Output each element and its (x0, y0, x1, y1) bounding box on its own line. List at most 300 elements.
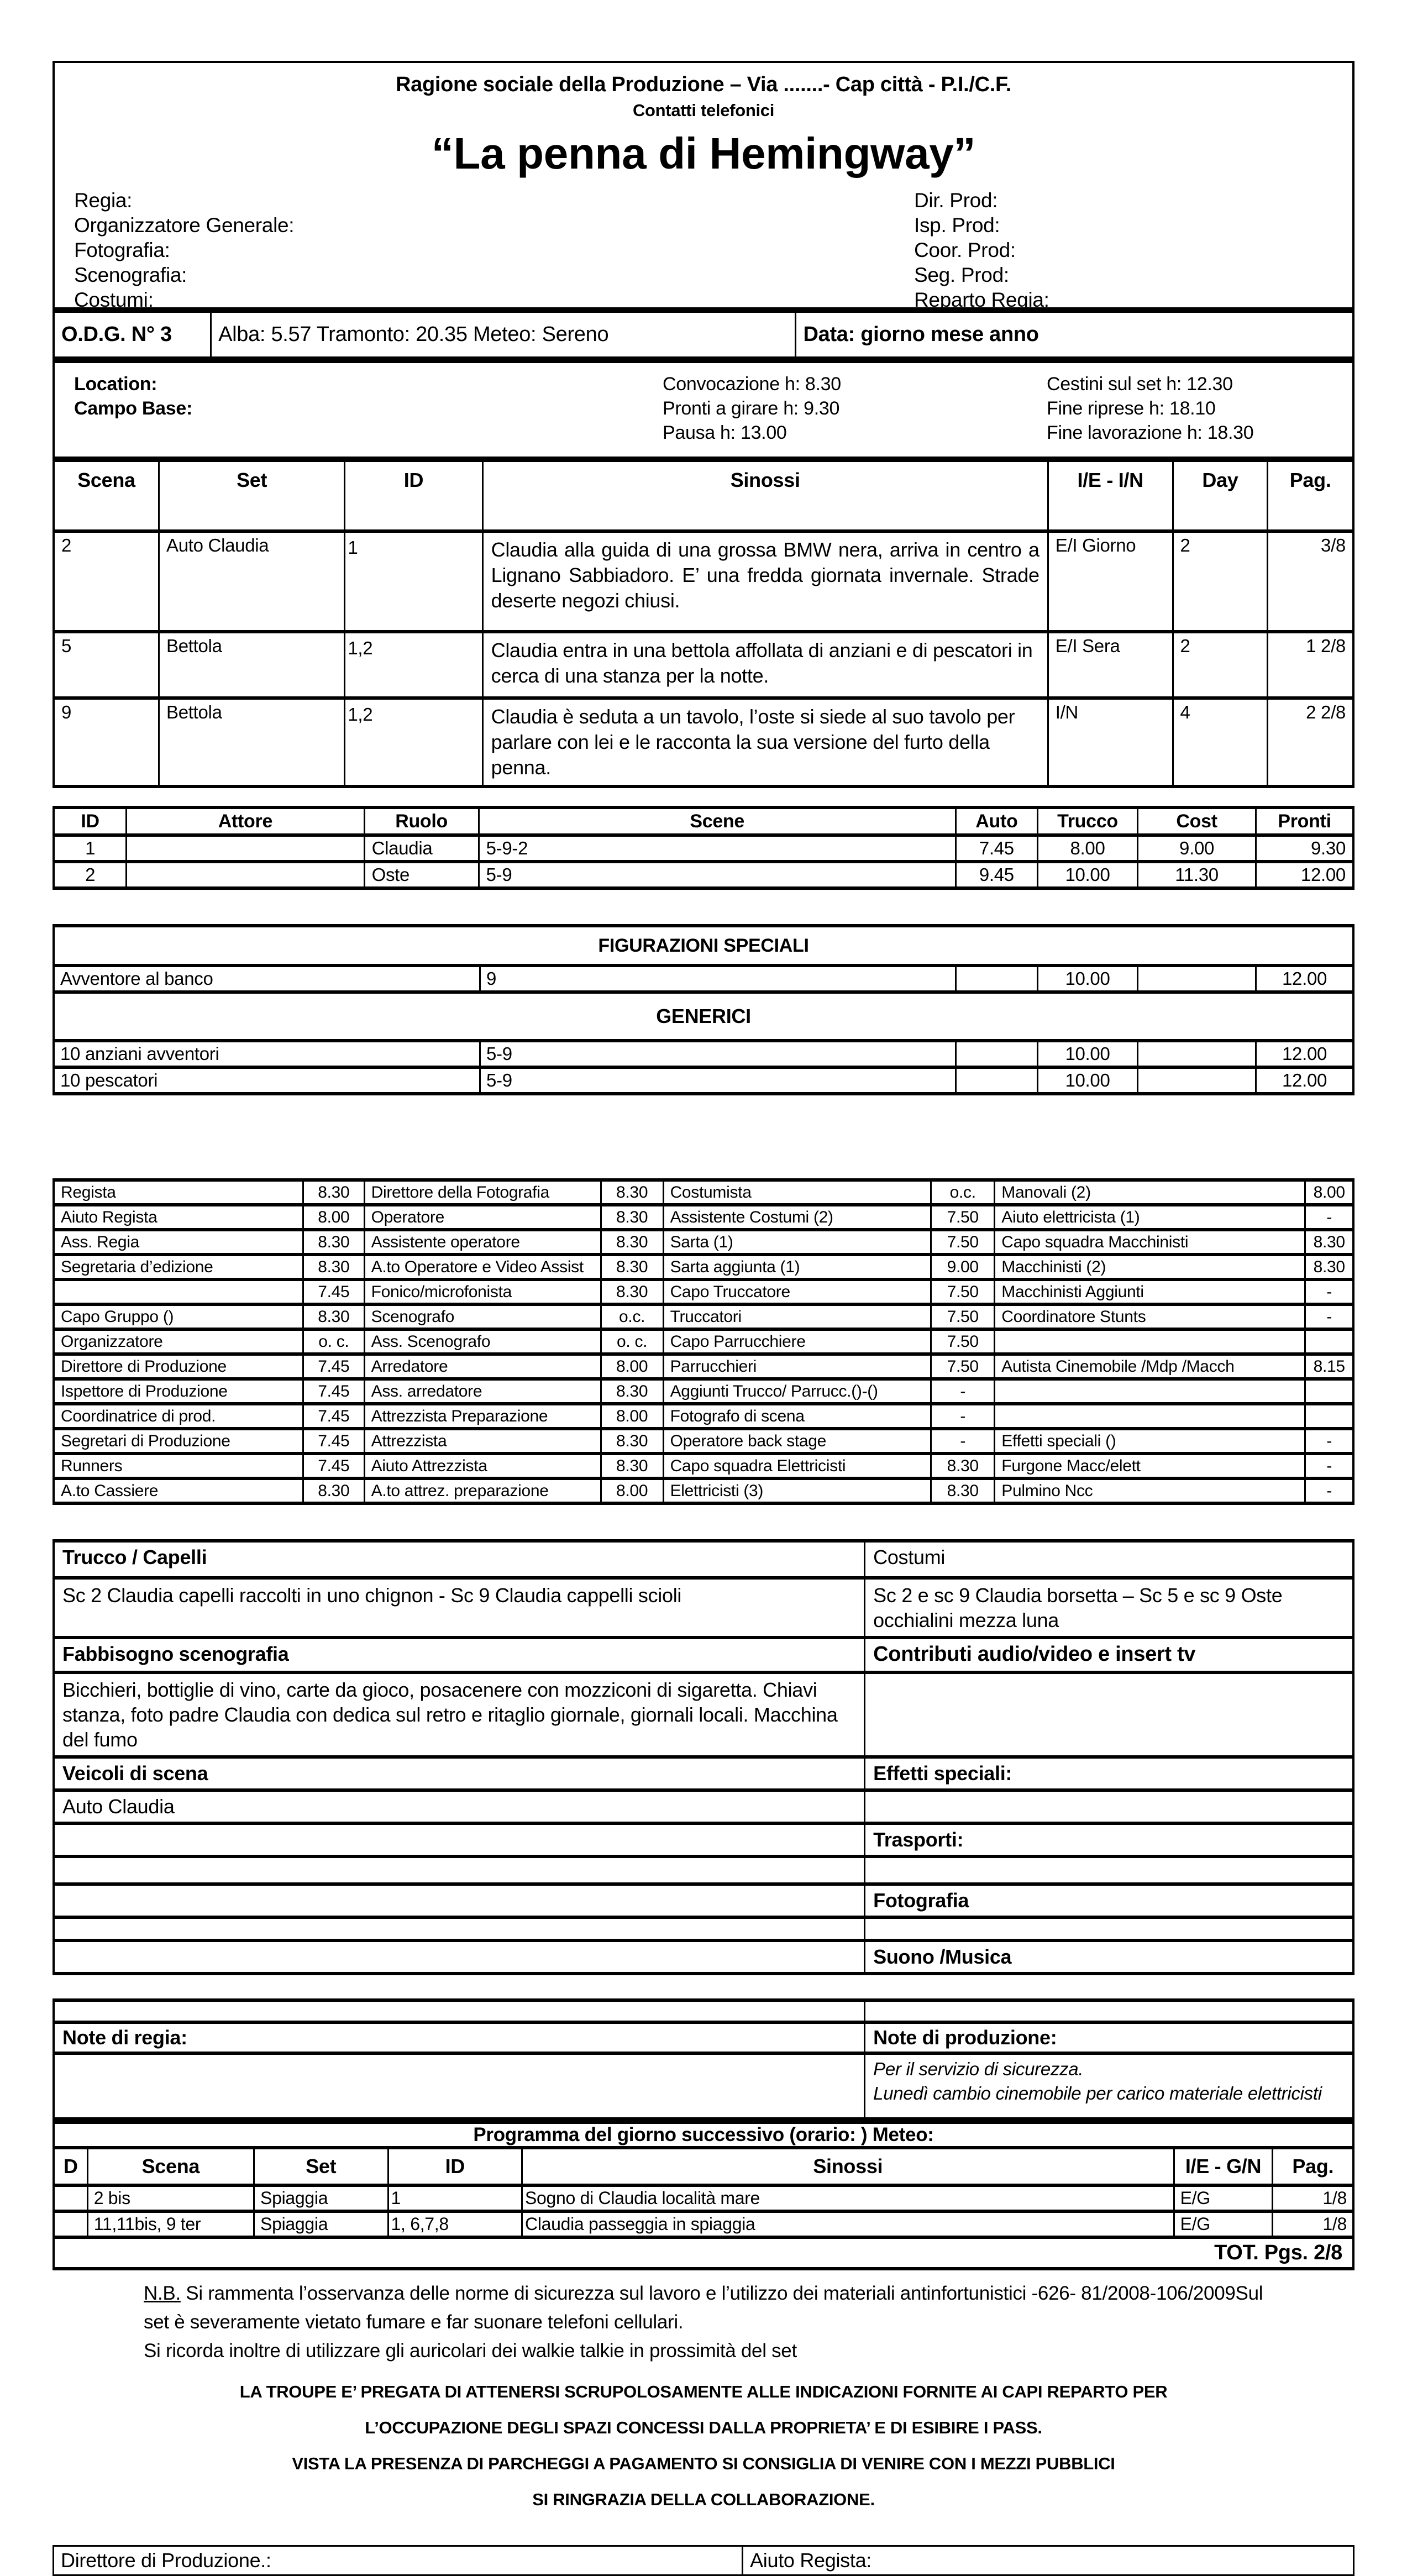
crew-role: A.to attrez. preparazione (364, 1478, 601, 1503)
odg-number: O.D.G. N° 3 (54, 311, 211, 358)
crew-time: 7.45 (303, 1354, 365, 1379)
extra-cost-time (1138, 1041, 1256, 1067)
col-header-scena: Scena (87, 2148, 254, 2185)
effetti-notes (865, 1790, 1353, 1823)
figurazione-row (54, 966, 1353, 992)
crew-role: Operatore back stage (663, 1429, 931, 1454)
credits-right (914, 188, 1049, 312)
troupe-line: VISTA LA PRESENZA DI PARCHEGGI A PAGAMENTO SI CONSIGLIA DI VENIRE CON I MEZZI PUBBLICI (292, 2454, 1115, 2473)
crew-time: 7.45 (303, 1379, 365, 1404)
crew-role: Scenografo (364, 1304, 601, 1329)
nb-line-walkie: Si ricorda inoltre di utilizzare gli auricolari dei walkie talkie in prossimità del set (144, 2340, 797, 2362)
next-day-title: Programma del giorno successivo (orario: ) Meteo: (54, 2122, 1353, 2148)
cast-trucco-time: 10.00 (1037, 862, 1137, 888)
crew-time: 8.00 (601, 1354, 663, 1379)
crew-role: Regista (54, 1180, 303, 1205)
crew-time: 8.30 (303, 1255, 365, 1279)
crew-time: 7.50 (931, 1329, 995, 1354)
crew-row (54, 1454, 1353, 1478)
crew-time: 8.15 (1305, 1354, 1353, 1379)
col-header-trucco: Trucco (1037, 807, 1137, 835)
crew-role: Arredatore (364, 1354, 601, 1379)
empty-cell (54, 1917, 865, 1940)
id-cell: 1,2 (345, 698, 482, 786)
scene-table (53, 459, 1355, 788)
ie-cell: E/I Sera (1048, 632, 1173, 698)
extra-pronti-time: 12.00 (1256, 966, 1353, 992)
crew-time: 8.00 (601, 1478, 663, 1503)
crew-time: 7.50 (931, 1230, 995, 1255)
id-cell: 1,2 (345, 632, 482, 698)
produzione-note-line: Lunedì cambio cinemobile per carico materiale elettricisti (873, 2083, 1322, 2103)
credit-label-costumi: Costumi: (74, 288, 154, 311)
crew-role: Capo Truccatore (663, 1279, 931, 1304)
troupe-line: L’OCCUPAZIONE DEGLI SPAZI CONCESSI DALLA PROPRIETA’ E DI ESIBIRE I PASS. (365, 2418, 1042, 2437)
d-cell (54, 2185, 87, 2211)
figurazioni-title: FIGURAZIONI SPECIALI (54, 926, 1353, 966)
cast-pronti-time: 12.00 (1256, 862, 1353, 888)
crew-time: o. c. (601, 1329, 663, 1354)
veicoli-di-scena-header: Veicoli di scena (54, 1757, 865, 1790)
col-header-attore: Attore (127, 807, 364, 835)
ie-cell: E/G (1174, 2211, 1273, 2237)
crew-time: o.c. (931, 1180, 995, 1205)
dept-row (54, 1917, 1353, 1940)
crew-role: Truccatori (663, 1304, 931, 1329)
id-cell: 1 (388, 2185, 522, 2211)
troupe-line: SI RINGRAZIA DELLA COLLABORAZIONE. (532, 2490, 875, 2509)
crew-role: Effetti speciali () (995, 1429, 1305, 1454)
credit-label-seg-prod: Seg. Prod: (914, 264, 1009, 286)
cast-trucco-time: 8.00 (1037, 835, 1137, 862)
set-cell: Spiaggia (254, 2211, 388, 2237)
crew-time: 8.30 (303, 1478, 365, 1503)
crew-role: Macchinisti (2) (995, 1255, 1305, 1279)
convocazione-time: Convocazione h: 8.30 (663, 374, 841, 395)
contacts-line: Contatti telefonici (632, 101, 775, 120)
crew-row (54, 1478, 1353, 1503)
empty-cell (54, 2000, 865, 2022)
credit-label-scenografia: Scenografia: (74, 264, 187, 286)
crew-time: - (1305, 1478, 1353, 1503)
ie-cell: E/G (1174, 2185, 1273, 2211)
crew-time: 8.30 (601, 1230, 663, 1255)
day-cell: 2 (1173, 531, 1268, 632)
credits-left (74, 188, 294, 312)
col-header-pag: Pag. (1268, 460, 1353, 531)
nb-paragraph (144, 2279, 1288, 2337)
dept-row (54, 1940, 1353, 1974)
generico-row (54, 1041, 1353, 1067)
notes-empty-row (54, 2000, 1353, 2022)
scene-row (54, 632, 1353, 698)
crew-row (54, 1279, 1353, 1304)
crew-role: Fonico/microfonista (364, 1279, 601, 1304)
figurazioni-title-row (54, 926, 1353, 966)
extra-auto-time (956, 966, 1037, 992)
ie-cell: I/N (1048, 698, 1173, 786)
crew-time: 8.00 (601, 1404, 663, 1429)
col-header-pag: Pag. (1273, 2148, 1353, 2185)
sinossi-cell: Claudia è seduta a un tavolo, l’oste si siede al suo tavolo per parlare con lei e le racconta la sua versione del furto della penna. (482, 698, 1048, 786)
crew-time: - (1305, 1279, 1353, 1304)
crew-role: Coordinatrice di prod. (54, 1404, 303, 1429)
pausa-time: Pausa h: 13.00 (663, 422, 787, 443)
crew-role: Elettricisti (3) (663, 1478, 931, 1503)
credit-label-isp-prod: Isp. Prod: (914, 214, 1000, 237)
cast-pronti-time: 9.30 (1256, 835, 1353, 862)
note-di-produzione-header: Note di produzione: (865, 2022, 1353, 2053)
next-day-row (54, 2211, 1353, 2237)
crew-role: Operatore (364, 1205, 601, 1230)
dept-row (54, 1856, 1353, 1884)
trucco-capelli-header: Trucco / Capelli (54, 1541, 865, 1578)
col-header-pronti: Pronti (1256, 807, 1353, 835)
col-header-set: Set (159, 460, 345, 531)
costumi-notes: Sc 2 e sc 9 Claudia borsetta – Sc 5 e sc 9 Oste occhialini mezza luna (865, 1578, 1353, 1638)
crew-role: Organizzatore (54, 1329, 303, 1354)
ie-cell: E/I Giorno (1048, 531, 1173, 632)
scena-cell: 11,11bis, 9 ter (87, 2211, 254, 2237)
sinossi-cell: Claudia alla guida di una grossa BMW nera, arriva in centro a Lignano Sabbiadoro. E’ una fredda giornata invernale. Strade deserte negozi chiusi. (482, 531, 1048, 632)
signature-table (53, 2545, 1355, 2576)
odg-conditions: Alba: 5.57 Tramonto: 20.35 Meteo: Sereno (211, 311, 796, 358)
crew-time: 8.30 (1305, 1230, 1353, 1255)
extra-pronti-time: 12.00 (1256, 1067, 1353, 1094)
crew-role: Segretaria d’edizione (54, 1255, 303, 1279)
scena-cell: 5 (54, 632, 159, 698)
crew-time: 7.50 (931, 1354, 995, 1379)
crew-time: 8.30 (303, 1230, 365, 1255)
crew-row (54, 1180, 1353, 1205)
trucco-notes: Sc 2 Claudia capelli raccolti in uno chignon - Sc 9 Claudia cappelli scioli (54, 1578, 865, 1638)
crew-role (995, 1404, 1305, 1429)
crew-time (1305, 1379, 1353, 1404)
crew-role: Sarta (1) (663, 1230, 931, 1255)
generici-title-row (54, 992, 1353, 1041)
crew-time: o.c. (601, 1304, 663, 1329)
crew-role: Macchinisti Aggiunti (995, 1279, 1305, 1304)
crew-time: 8.30 (601, 1180, 663, 1205)
crew-role: Attrezzista (364, 1429, 601, 1454)
extra-trucco-time: 10.00 (1037, 1067, 1137, 1094)
page-title: “La penna di Hemingway” (431, 129, 976, 178)
cast-id: 1 (54, 835, 127, 862)
company-line: Ragione sociale della Produzione – Via .......- Cap città - P.I./C.F. (396, 73, 1011, 96)
col-header-id: ID (388, 2148, 522, 2185)
sinossi-cell: Claudia entra in una bettola affollata di anziani e di pescatori in cerca di una stanza per la notte. (482, 632, 1048, 698)
crew-role: Attrezzista Preparazione (364, 1404, 601, 1429)
cast-auto-time: 7.45 (956, 835, 1037, 862)
col-header-day: Day (1173, 460, 1268, 531)
signature-row (54, 2546, 1354, 2575)
empty-cell (54, 1823, 865, 1856)
cast-id: 2 (54, 862, 127, 888)
nb-block (144, 2279, 1288, 2365)
crew-role: Capo squadra Macchinisti (995, 1230, 1305, 1255)
day-cell: 2 (1173, 632, 1268, 698)
crew-time: - (1305, 1429, 1353, 1454)
crew-time: 8.00 (303, 1205, 365, 1230)
extra-scenes: 9 (480, 966, 956, 992)
pag-cell: 3/8 (1268, 531, 1353, 632)
dept-row (54, 1790, 1353, 1823)
crew-role: Aggiunti Trucco/ Parrucc.()-() (663, 1379, 931, 1404)
cast-scenes: 5-9 (479, 862, 956, 888)
pag-cell: 1/8 (1273, 2211, 1353, 2237)
scene-row (54, 698, 1353, 786)
crew-time: 8.30 (601, 1429, 663, 1454)
crew-time: - (931, 1429, 995, 1454)
crew-time (1305, 1404, 1353, 1429)
cast-cost-time: 9.00 (1138, 835, 1256, 862)
empty-cell (54, 1884, 865, 1917)
location-label: Location: (74, 374, 158, 395)
extras-table (53, 924, 1355, 1095)
cast-actor (127, 862, 364, 888)
crew-role: Capo squadra Elettricisti (663, 1454, 931, 1478)
extra-name: 10 anziani avventori (54, 1041, 480, 1067)
crew-time: 8.30 (601, 1454, 663, 1478)
crew-time: 7.50 (931, 1279, 995, 1304)
extra-auto-time (956, 1067, 1037, 1094)
crew-time: - (1305, 1205, 1353, 1230)
d-cell (54, 2211, 87, 2237)
sinossi-cell: Claudia passeggia in spiaggia (522, 2211, 1174, 2237)
dept-row (54, 1823, 1353, 1856)
crew-role: Aiuto Regista (54, 1205, 303, 1230)
crew-time: - (931, 1379, 995, 1404)
dept-row (54, 1672, 1353, 1757)
crew-row (54, 1379, 1353, 1404)
header-box (53, 61, 1355, 309)
crew-role: Direttore di Produzione (54, 1354, 303, 1379)
crew-time: - (931, 1404, 995, 1429)
suono-musica-header: Suono /Musica (865, 1940, 1353, 1974)
location-labels (74, 372, 192, 421)
crew-role: Autista Cinemobile /Mdp /Macch (995, 1354, 1305, 1379)
crew-time: 7.45 (303, 1279, 365, 1304)
crew-role: Assistente operatore (364, 1230, 601, 1255)
col-header-sinossi: Sinossi (522, 2148, 1174, 2185)
crew-row (54, 1354, 1353, 1379)
contributi-av-notes (865, 1672, 1353, 1757)
contributi-av-header: Contributi audio/video e insert tv (865, 1638, 1353, 1672)
scena-cell: 2 bis (87, 2185, 254, 2211)
fine-lavorazione-time: Fine lavorazione h: 18.30 (1047, 422, 1254, 443)
col-header-d: D (54, 2148, 87, 2185)
crew-row (54, 1230, 1353, 1255)
empty-cell (865, 2000, 1353, 2022)
crew-role: A.to Cassiere (54, 1478, 303, 1503)
credit-label-dir-prod: Dir. Prod: (914, 189, 998, 212)
direttore-produzione-signature: Direttore di Produzione.: (54, 2546, 743, 2575)
credit-label-coor-prod: Coor. Prod: (914, 239, 1016, 261)
produzione-notes (865, 2053, 1353, 2119)
trasporti-header: Trasporti: (865, 1823, 1353, 1856)
pag-cell: 2 2/8 (1268, 698, 1353, 786)
crew-row (54, 1304, 1353, 1329)
id-cell: 1 (345, 531, 482, 632)
cast-scenes: 5-9-2 (479, 835, 956, 862)
crew-role (995, 1379, 1305, 1404)
col-header-ruolo: Ruolo (364, 807, 479, 835)
generico-row (54, 1067, 1353, 1094)
pronti-a-girare-time: Pronti a girare h: 9.30 (663, 398, 840, 419)
notes-content-row (54, 2053, 1353, 2119)
crew-time: 8.30 (1305, 1255, 1353, 1279)
troupe-line: LA TROUPE E’ PREGATA DI ATTENERSI SCRUPOLOSAMENTE ALLE INDICAZIONI FORNITE AI CAPI REPARTO PER (239, 2382, 1168, 2401)
extra-trucco-time: 10.00 (1037, 966, 1137, 992)
cast-role: Claudia (364, 835, 479, 862)
crew-row (54, 1255, 1353, 1279)
produzione-note-line: Per il servizio di sicurezza. (873, 2059, 1084, 2079)
crew-role: Sarta aggiunta (1) (663, 1255, 931, 1279)
crew-time: 8.30 (601, 1205, 663, 1230)
crew-row (54, 1404, 1353, 1429)
crew-time: 8.30 (601, 1255, 663, 1279)
crew-time: 8.30 (931, 1478, 995, 1503)
empty-cell (54, 1940, 865, 1974)
extra-cost-time (1138, 1067, 1256, 1094)
crew-role: Aiuto elettricista (1) (995, 1205, 1305, 1230)
next-day-table (53, 2121, 1355, 2270)
costumi-header: Costumi (865, 1541, 1353, 1578)
crew-time: 8.30 (303, 1180, 365, 1205)
crew-time: 9.00 (931, 1255, 995, 1279)
cestini-time: Cestini sul set h: 12.30 (1047, 374, 1233, 395)
extra-pronti-time: 12.00 (1256, 1041, 1353, 1067)
crew-role (54, 1279, 303, 1304)
col-header-auto: Auto (956, 807, 1037, 835)
crew-time: 8.30 (931, 1454, 995, 1478)
col-header-scena: Scena (54, 460, 159, 531)
next-day-title-row (54, 2122, 1353, 2148)
fabbisogno-scenografia-header: Fabbisogno scenografia (54, 1638, 865, 1672)
pag-cell: 1 2/8 (1268, 632, 1353, 698)
next-day-header-row (54, 2148, 1353, 2185)
extra-name: 10 pescatori (54, 1067, 480, 1094)
nb-prefix: N.B. (144, 2283, 181, 2304)
crew-role: Manovali (2) (995, 1180, 1305, 1205)
crew-time: 8.00 (1305, 1180, 1353, 1205)
regia-notes (54, 2053, 865, 2119)
total-pages-row (54, 2237, 1353, 2269)
crew-row (54, 1329, 1353, 1354)
set-cell: Bettola (159, 698, 345, 786)
crew-time: 8.30 (601, 1379, 663, 1404)
veicoli-notes: Auto Claudia (54, 1790, 865, 1823)
crew-role: Assistente Costumi (2) (663, 1205, 931, 1230)
crew-role: Capo Parrucchiere (663, 1329, 931, 1354)
crew-row (54, 1429, 1353, 1454)
campo-base-label: Campo Base: (74, 398, 192, 419)
credit-label-reparto-regia: Reparto Regia: (914, 288, 1049, 311)
dept-row (54, 1638, 1353, 1672)
crew-role: Furgone Macc/elett (995, 1454, 1305, 1478)
extra-trucco-time: 10.00 (1037, 1041, 1137, 1067)
crew-role: Aiuto Attrezzista (364, 1454, 601, 1478)
extra-scenes: 5-9 (480, 1067, 956, 1094)
crew-time: 7.45 (303, 1404, 365, 1429)
fotografia-notes (865, 1917, 1353, 1940)
note-di-regia-header: Note di regia: (54, 2022, 865, 2053)
crew-table (53, 1178, 1355, 1505)
crew-role: A.to Operatore e Video Assist (364, 1255, 601, 1279)
total-pages: TOT. Pgs. 2/8 (54, 2237, 1353, 2269)
col-header-ie-gn: I/E - G/N (1174, 2148, 1273, 2185)
col-header-id: ID (345, 460, 482, 531)
aiuto-regista-signature: Aiuto Regista: (743, 2546, 1354, 2575)
col-header-sinossi: Sinossi (482, 460, 1048, 531)
cast-row (54, 835, 1353, 862)
col-header-cost: Cost (1138, 807, 1256, 835)
troupe-block (53, 2382, 1355, 2510)
dept-row (54, 1578, 1353, 1638)
cast-actor (127, 835, 364, 862)
effetti-speciali-header: Effetti speciali: (865, 1757, 1353, 1790)
scena-cell: 2 (54, 531, 159, 632)
crew-time: 7.45 (303, 1454, 365, 1478)
extra-scenes: 5-9 (480, 1041, 956, 1067)
extra-cost-time (1138, 966, 1256, 992)
notes-header-row (54, 2022, 1353, 2053)
crew-time: - (1305, 1454, 1353, 1478)
set-cell: Auto Claudia (159, 531, 345, 632)
crew-role: Runners (54, 1454, 303, 1478)
id-cell: 1, 6,7,8 (388, 2211, 522, 2237)
crew-time: 7.45 (303, 1429, 365, 1454)
nb-text: Si rammenta l’osservanza delle norme di sicurezza sul lavoro e l’utilizzo dei materiali antinfortunistici -626- 81/2008-106/2009Sul set è severamente vietato fumare e far suonare telefoni cellulari. (144, 2283, 1263, 2333)
department-table (53, 1539, 1355, 1975)
scenografia-notes: Bicchieri, bottiglie di vino, carte da gioco, posacenere con mozziconi di sigaretta. Chiavi stanza, foto padre Claudia con dedica sul retro e ritaglio giornale, giornali locali. Macchina del fumo (54, 1672, 865, 1757)
credit-label-organizzatore: Organizzatore Generale: (74, 214, 295, 237)
crew-role: Ass. Scenografo (364, 1329, 601, 1354)
extra-auto-time (956, 1041, 1037, 1067)
col-header-set: Set (254, 2148, 388, 2185)
next-day-row (54, 2185, 1353, 2211)
crew-time: 8.30 (601, 1279, 663, 1304)
extra-name: Avventore al banco (54, 966, 480, 992)
crew-role: Costumista (663, 1180, 931, 1205)
crew-role: Segretari di Produzione (54, 1429, 303, 1454)
cast-table (53, 806, 1355, 890)
col-header-scene: Scene (479, 807, 956, 835)
set-cell: Spiaggia (254, 2185, 388, 2211)
cast-header-row (54, 807, 1353, 835)
crew-role: Pulmino Ncc (995, 1478, 1305, 1503)
cast-role: Oste (364, 862, 479, 888)
crew-role: Ispettore di Produzione (54, 1379, 303, 1404)
credit-label-fotografia: Fotografia: (74, 239, 170, 261)
odg-table (53, 309, 1355, 360)
crew-time: - (1305, 1304, 1353, 1329)
call-times (663, 372, 841, 445)
location-box (53, 360, 1355, 459)
generici-title: GENERICI (54, 992, 1353, 1041)
empty-cell (54, 1856, 865, 1884)
scena-cell: 9 (54, 698, 159, 786)
end-times (1047, 372, 1253, 445)
crew-time: 8.30 (303, 1304, 365, 1329)
crew-role: Capo Gruppo () (54, 1304, 303, 1329)
crew-role: Ass. arredatore (364, 1379, 601, 1404)
crew-row (54, 1205, 1353, 1230)
crew-time: o. c. (303, 1329, 365, 1354)
crew-role: Direttore della Fotografia (364, 1180, 601, 1205)
scene-header-row (54, 460, 1353, 531)
odg-date: Data: giorno mese anno (796, 311, 1353, 358)
